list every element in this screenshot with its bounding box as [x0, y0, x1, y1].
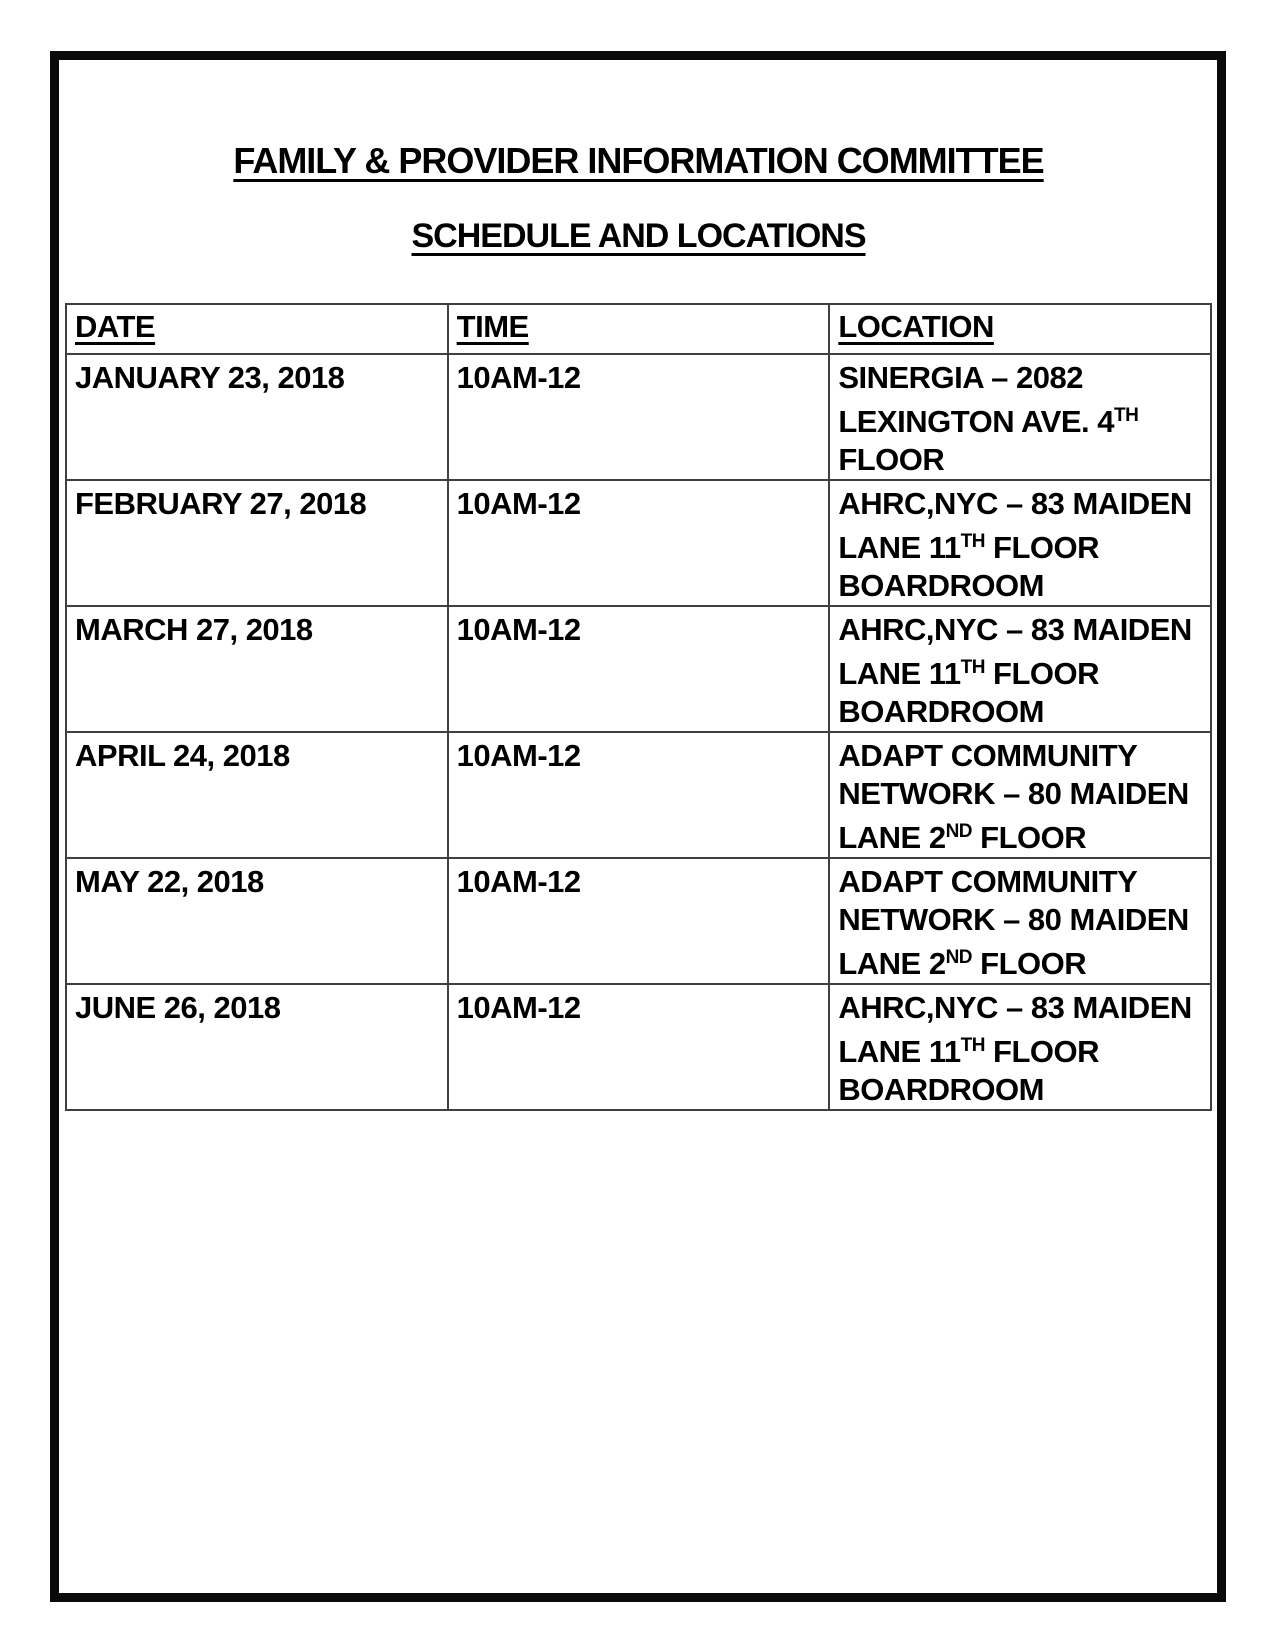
date-cell: FEBRUARY 27, 2018	[66, 480, 448, 606]
column-header-location	[829, 304, 1211, 354]
header-row	[66, 304, 1211, 354]
location-cell: AHRC,NYC – 83 MAIDEN LANE 11TH FLOOR BOARDROOM	[829, 480, 1211, 606]
column-header-date-label: DATE	[75, 309, 156, 344]
document-subtitle: SCHEDULE AND LOCATIONS	[411, 217, 866, 255]
table-row	[66, 354, 1211, 480]
table-row	[66, 984, 1211, 1110]
date-cell: MAY 22, 2018	[66, 858, 448, 984]
table-row	[66, 858, 1211, 984]
table-row	[66, 606, 1211, 732]
schedule-table	[65, 303, 1212, 1111]
date-cell: MARCH 27, 2018	[66, 606, 448, 732]
time-cell: 10AM-12	[448, 606, 830, 732]
table-row	[66, 732, 1211, 858]
column-header-time	[448, 304, 830, 354]
date-cell: JANUARY 23, 2018	[66, 354, 448, 480]
time-cell: 10AM-12	[448, 858, 830, 984]
time-cell: 10AM-12	[448, 480, 830, 606]
time-cell: 10AM-12	[448, 984, 830, 1110]
schedule-table-header	[66, 304, 1211, 354]
location-cell: AHRC,NYC – 83 MAIDEN LANE 11TH FLOOR BOARDROOM	[829, 606, 1211, 732]
location-cell: ADAPT COMMUNITY NETWORK – 80 MAIDEN LANE 2ND FLOOR	[829, 858, 1211, 984]
time-cell: 10AM-12	[448, 732, 830, 858]
location-cell: SINERGIA – 2082 LEXINGTON AVE. 4TH FLOOR	[829, 354, 1211, 480]
schedule-table-body	[66, 354, 1211, 1110]
location-cell: ADAPT COMMUNITY NETWORK – 80 MAIDEN LANE 2ND FLOOR	[829, 732, 1211, 858]
column-header-date	[66, 304, 448, 354]
column-header-location-label: LOCATION	[838, 309, 994, 344]
date-cell: APRIL 24, 2018	[66, 732, 448, 858]
column-header-time-label: TIME	[456, 309, 529, 344]
time-cell: 10AM-12	[448, 354, 830, 480]
date-cell: JUNE 26, 2018	[66, 984, 448, 1110]
location-cell: AHRC,NYC – 83 MAIDEN LANE 11TH FLOOR BOARDROOM	[829, 984, 1211, 1110]
document-title: FAMILY & PROVIDER INFORMATION COMMITTEE	[233, 140, 1044, 181]
table-row	[66, 480, 1211, 606]
